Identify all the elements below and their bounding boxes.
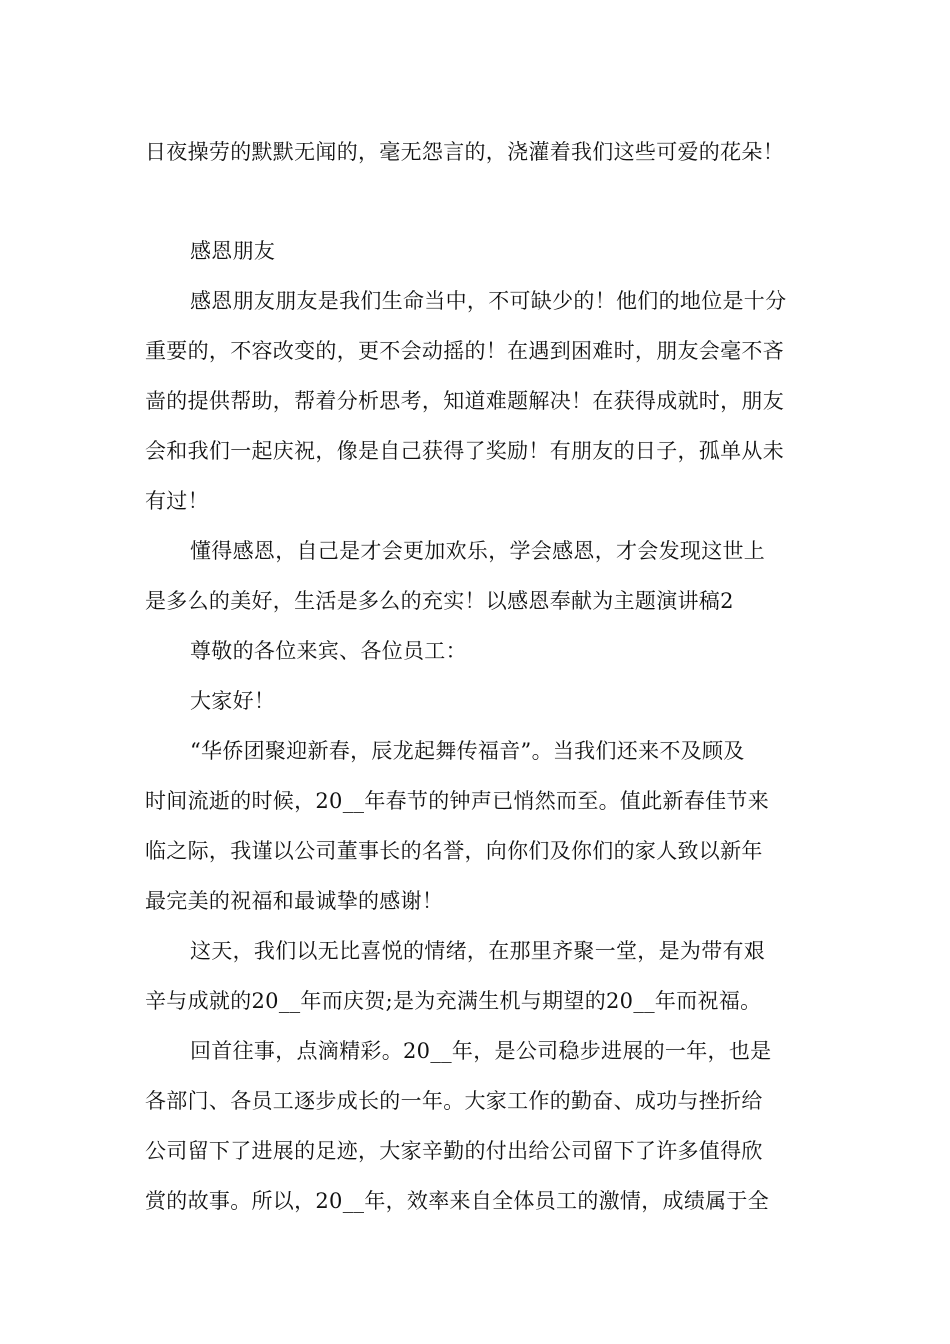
paragraph-line: 各部门、各员工逐步成长的一年。大家工作的勤奋、成功与挫折给 <box>145 1089 763 1113</box>
paragraph-line: 最完美的祝福和最诚挚的感谢！ <box>145 889 444 913</box>
paragraph-line: 日夜操劳的默默无闻的，毫无怨言的，浇灌着我们这些可爱的花朵！ <box>145 140 784 164</box>
paragraph-line: 懂得感恩，自己是才会更加欢乐，学会感恩，才会发现这世上 <box>190 539 766 563</box>
paragraph-line: 临之际，我谨以公司董事长的名誉，向你们及你们的家人致以新年 <box>145 839 763 863</box>
paragraph-line: “华侨团聚迎新春，辰龙起舞传福音”。当我们还来不及顾及 <box>190 739 745 763</box>
paragraph-line: 有过！ <box>145 489 209 513</box>
paragraph-line: 赏的故事。所以，20__年，效率来自全体员工的激情，成绩属于全 <box>145 1189 770 1213</box>
greeting-line: 大家好！ <box>190 689 276 713</box>
paragraph-line: 这天，我们以无比喜悦的情绪，在那里齐聚一堂，是为带有艰 <box>190 939 766 963</box>
paragraph-line: 感恩朋友朋友是我们生命当中，不可缺少的！他们的地位是十分 <box>190 289 787 313</box>
paragraph-line: 会和我们一起庆祝，像是自己获得了奖励！有朋友的日子，孤单从未 <box>145 439 784 463</box>
paragraph-line: 辛与成就的20__年而庆贺;是为充满生机与期望的20__年而祝福。 <box>145 989 762 1013</box>
paragraph-line: 公司留下了进展的足迹，大家辛勤的付出给公司留下了许多值得欣 <box>145 1139 763 1163</box>
section-heading: 感恩朋友 <box>190 239 276 263</box>
paragraph-line: 是多么的美好，生活是多么的充实！以感恩奉献为主题演讲稿2 <box>145 589 734 613</box>
paragraph-line: 重要的，不容改变的，更不会动摇的！在遇到困难时，朋友会毫不吝 <box>145 339 784 363</box>
paragraph-line: 啬的提供帮助，帮着分析思考，知道难题解决！在获得成就时，朋友 <box>145 389 784 413</box>
paragraph-line: 回首往事，点滴精彩。20__年，是公司稳步进展的一年，也是 <box>190 1039 772 1063</box>
salutation-line: 尊敬的各位来宾、各位员工： <box>190 639 467 663</box>
paragraph-line: 时间流逝的时候，20__年春节的钟声已悄然而至。值此新春佳节来 <box>145 789 770 813</box>
